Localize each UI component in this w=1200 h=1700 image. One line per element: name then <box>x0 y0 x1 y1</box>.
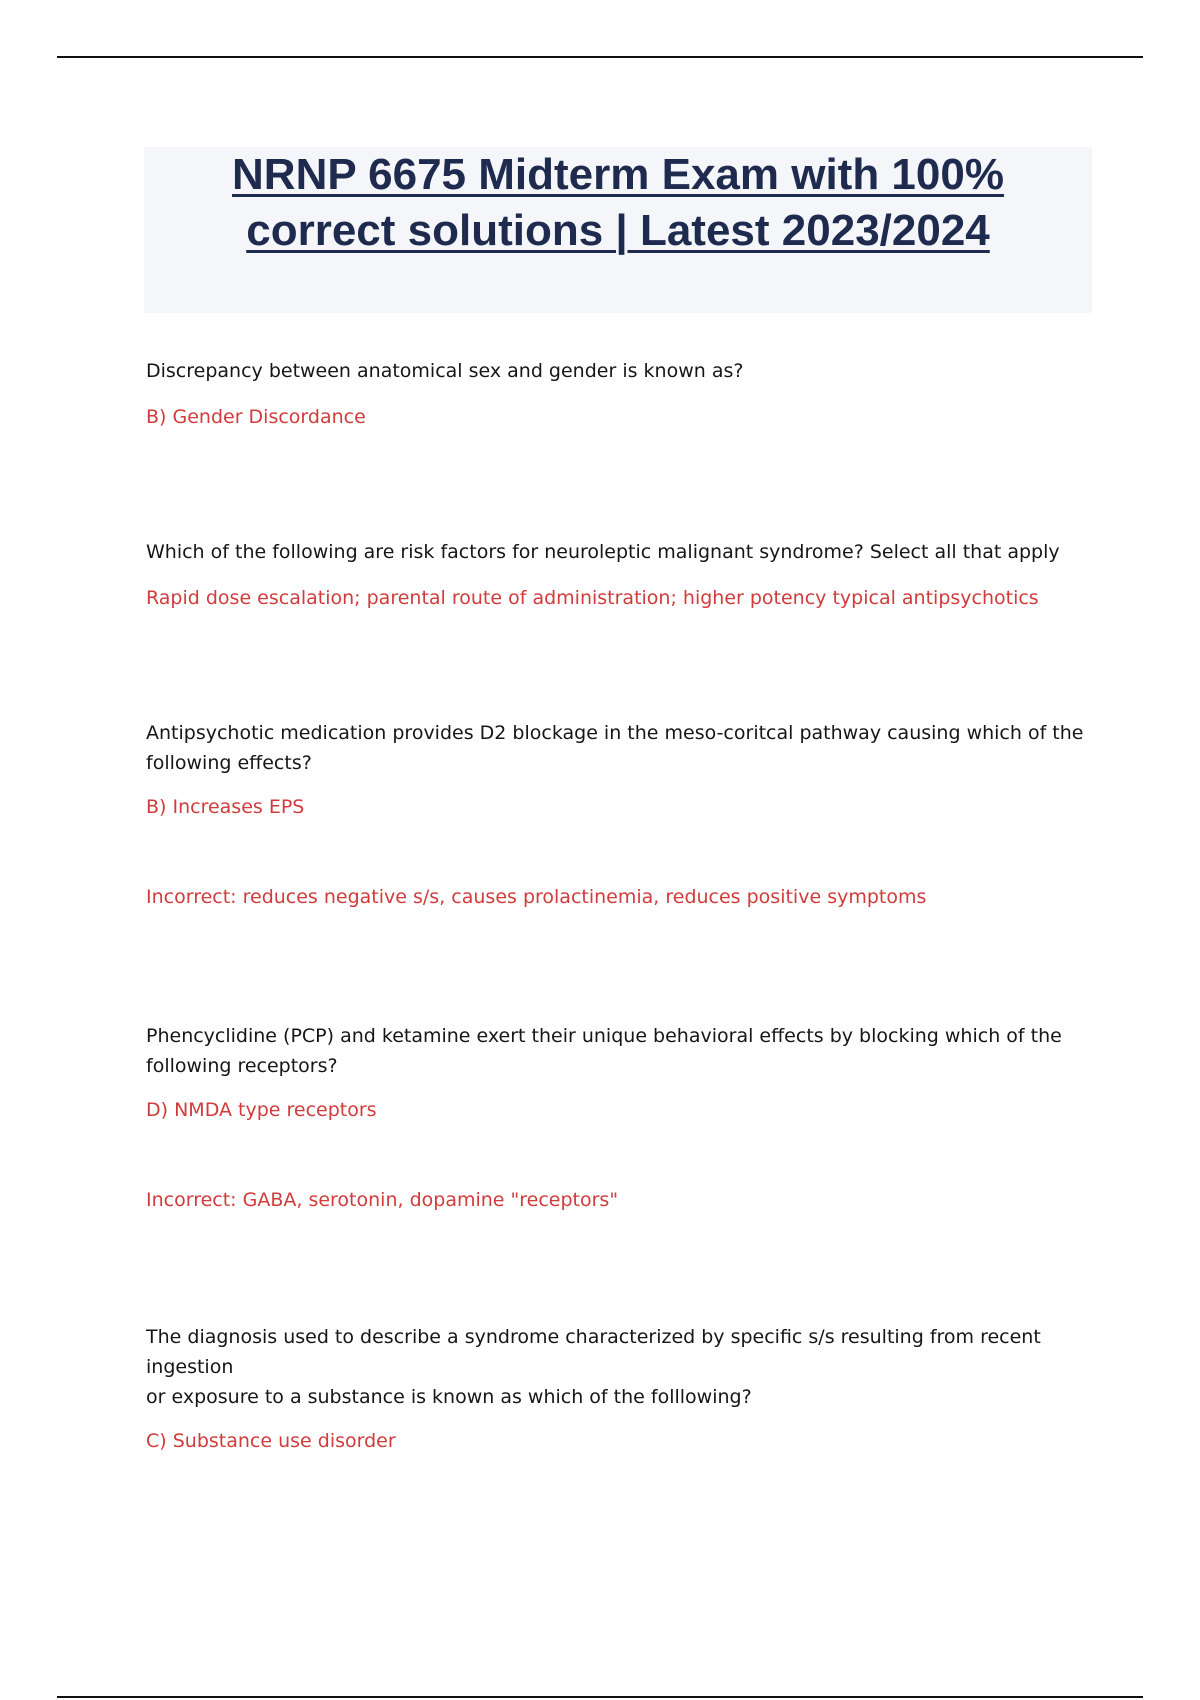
answer-2: Rapid dose escalation; parental route of administration; higher potency typical antipsychotics <box>146 587 1039 609</box>
incorrect-4: Incorrect: GABA, serotonin, dopamine "receptors" <box>146 1189 619 1211</box>
question-3-line-1: Antipsychotic medication provides D2 blockage in the meso-coritcal pathway causing which of the <box>146 722 1084 744</box>
question-2: Which of the following are risk factors for neuroleptic malignant syndrome? Select all that apply <box>146 541 1060 563</box>
qa-item-1 <box>146 356 1086 432</box>
question-4-line-1: Phencyclidine (PCP) and ketamine exert their unique behavioral effects by blocking which of the <box>146 1025 1062 1047</box>
bottom-rule <box>57 1696 1143 1698</box>
question-1: Discrepancy between anatomical sex and gender is known as? <box>146 360 744 382</box>
question-3-line-2: following effects? <box>146 752 312 774</box>
incorrect-3: Incorrect: reduces negative s/s, causes prolactinemia, reduces positive symptoms <box>146 886 927 908</box>
title-box <box>144 147 1092 313</box>
qa-item-3 <box>146 718 1086 912</box>
qa-item-5 <box>146 1322 1086 1456</box>
question-5-line-1: The diagnosis used to describe a syndrome characterized by specific s/s resulting from recent ingestion <box>146 1326 1041 1378</box>
answer-5: C) Substance use disorder <box>146 1430 396 1452</box>
title-line-1: NRNP 6675 Midterm Exam with 100% <box>232 150 1004 199</box>
qa-item-2 <box>146 537 1086 613</box>
title-line-2: correct solutions | Latest 2023/2024 <box>246 206 990 255</box>
answer-1: B) Gender Discordance <box>146 406 366 428</box>
question-4-line-2: following receptors? <box>146 1055 338 1077</box>
answer-4: D) NMDA type receptors <box>146 1099 377 1121</box>
document-title <box>144 147 1092 259</box>
qa-item-4 <box>146 1021 1086 1215</box>
answer-3: B) Increases EPS <box>146 796 305 818</box>
top-rule <box>57 56 1143 58</box>
question-5-line-2: or exposure to a substance is known as which of the folllowing? <box>146 1386 752 1408</box>
